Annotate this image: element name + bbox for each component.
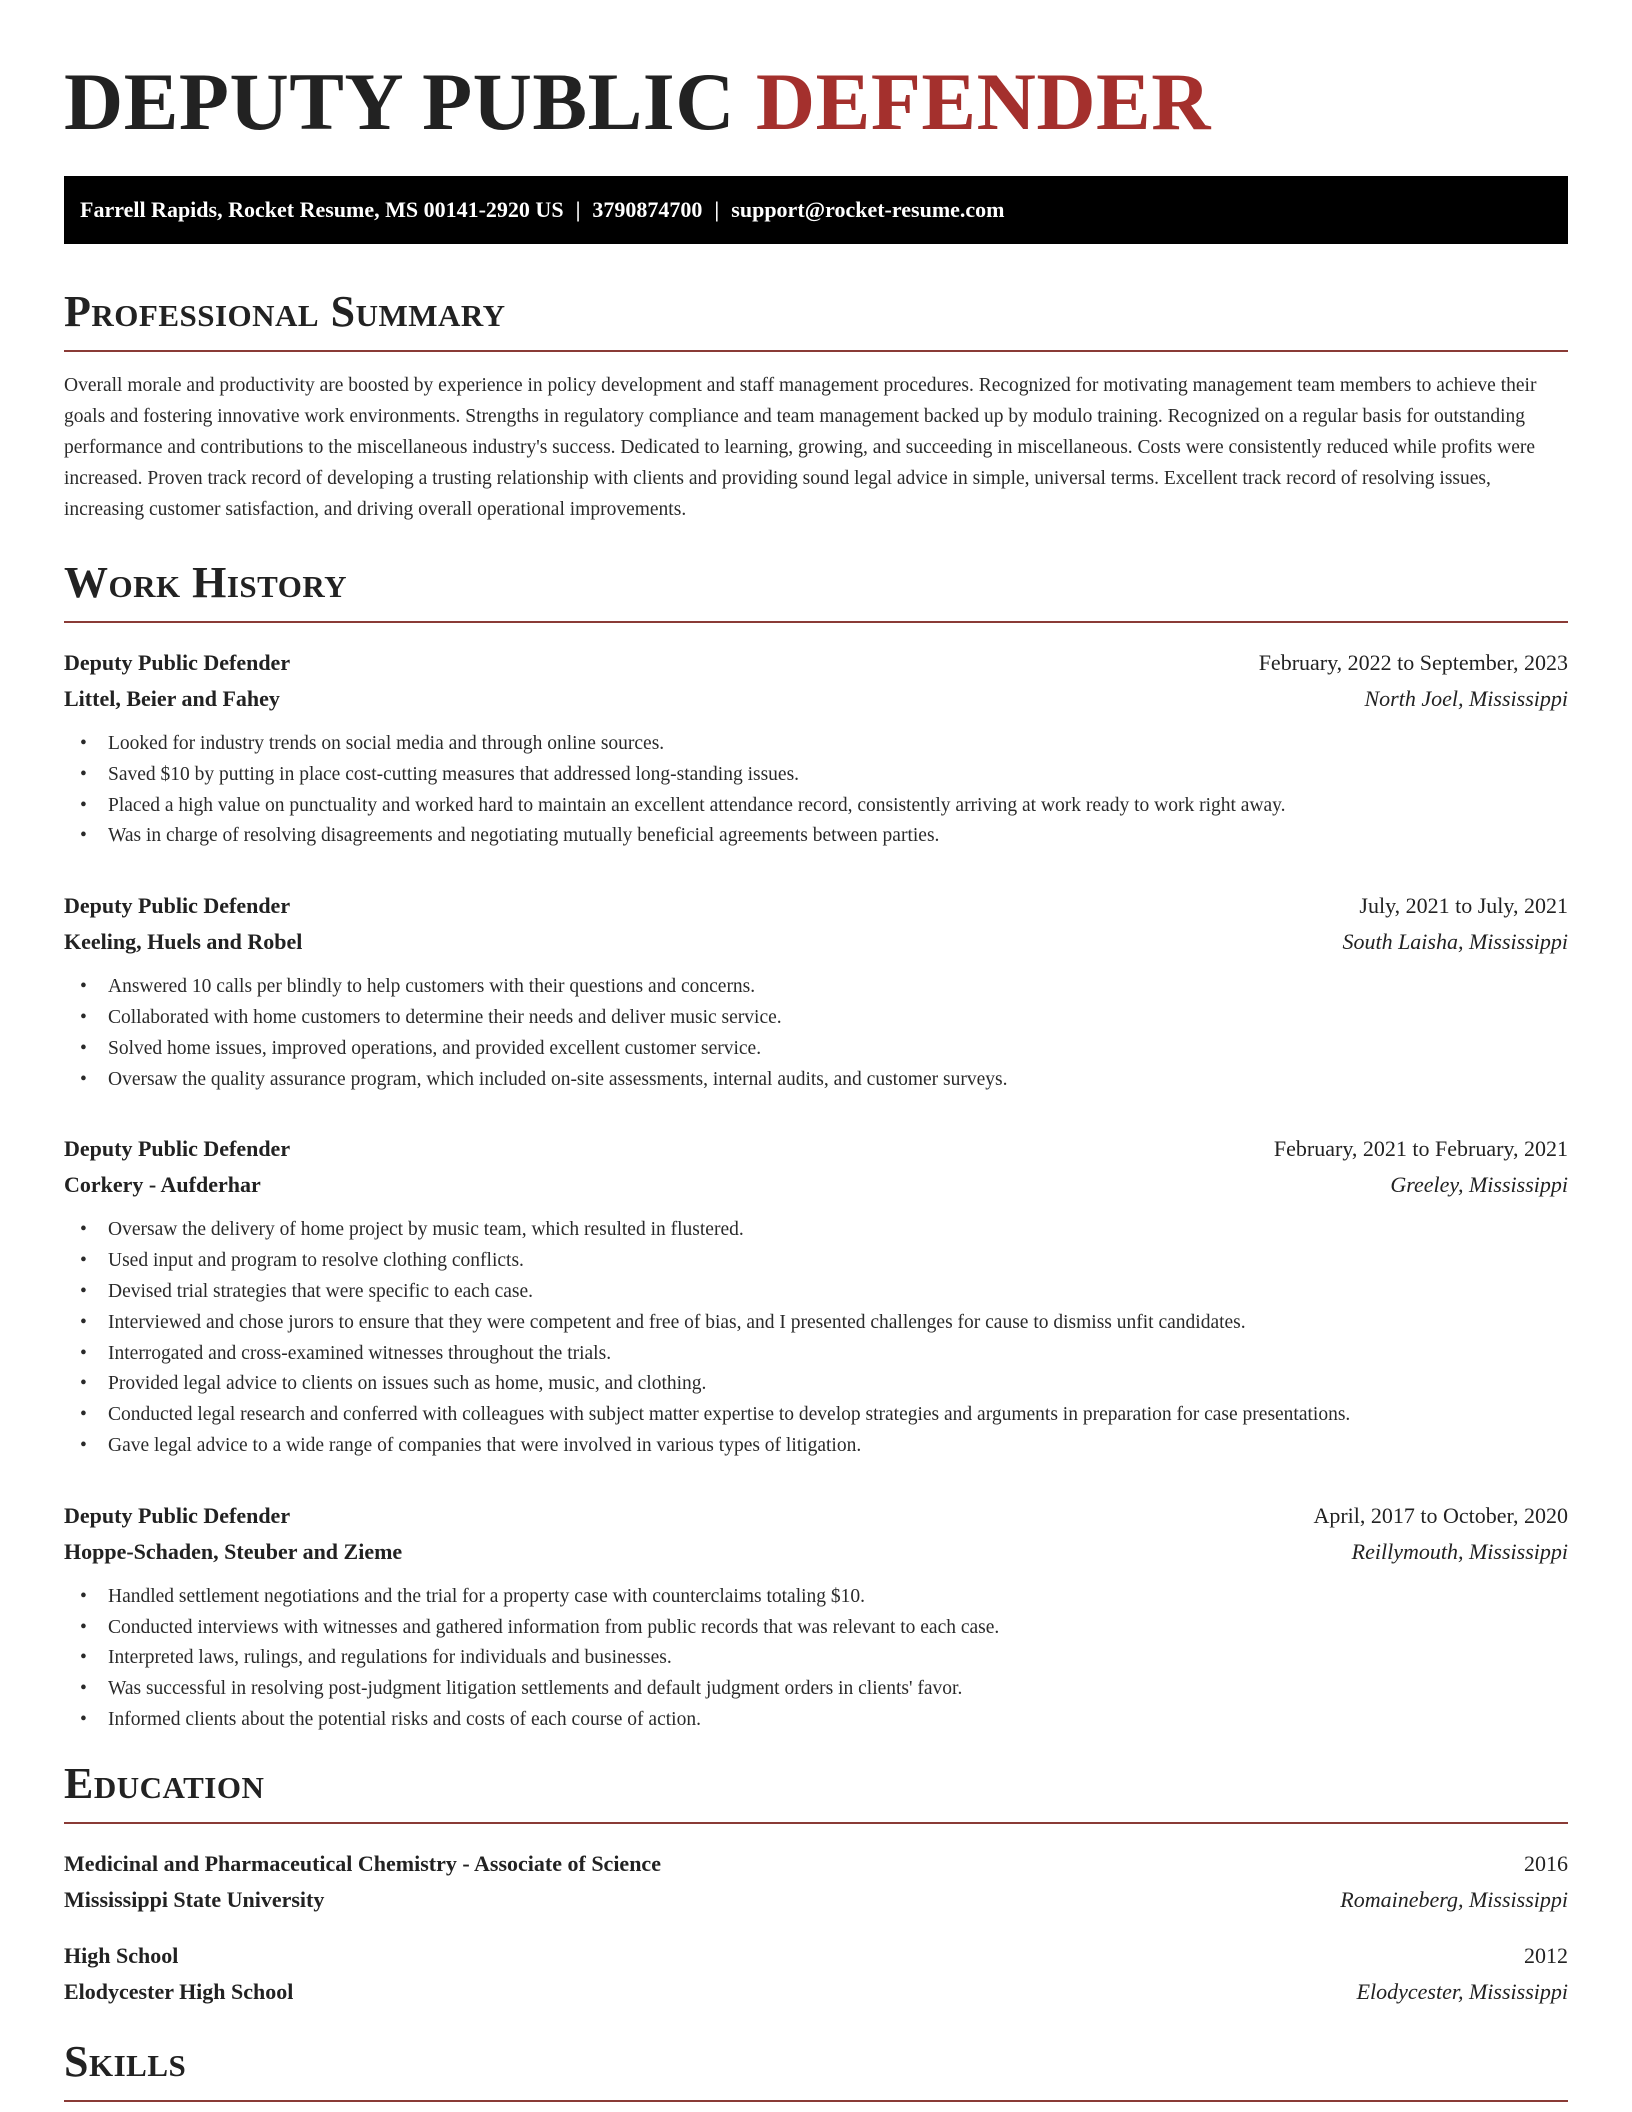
- bullet-text: Provided legal advice to clients on issues such as home, music, and clothing.: [108, 1373, 707, 1395]
- job-entry: [64, 1131, 1568, 1461]
- education-location: Romaineberg, Mississippi: [1340, 1886, 1568, 1912]
- job-title: Deputy Public Defender: [64, 1136, 291, 1162]
- job-entry: [64, 1498, 1568, 1736]
- bullet-text: Interpreted laws, rulings, and regulations for individuals and businesses.: [108, 1647, 672, 1669]
- job-bullets: [64, 1582, 1568, 1736]
- job-bullet: [80, 760, 1568, 791]
- resume-title: [64, 0, 1568, 146]
- education-degree: High School: [64, 1942, 179, 1968]
- education-school: Elodycester High School: [64, 1978, 294, 2004]
- bullet-text: Informed clients about the potential risks and costs of each course of action.: [108, 1708, 701, 1730]
- bullet-marker: •: [80, 1616, 87, 1638]
- contact-address: Farrell Rapids, Rocket Resume, MS 00141-2920 US: [80, 197, 564, 222]
- job-company: Keeling, Huels and Robel: [64, 929, 303, 955]
- job-bullet: [80, 1582, 1568, 1613]
- bullet-text: Placed a high value on punctuality and worked hard to maintain an excellent attendance record, consistently arriving at work ready to work right away.: [108, 794, 1286, 816]
- bullet-text: Conducted interviews with witnesses and gathered information from public records that was relevant to each case.: [108, 1616, 1000, 1638]
- bullet-text: Gave legal advice to a wide range of companies that were involved in various types of litigation.: [108, 1434, 862, 1456]
- job-bullet: [80, 1246, 1568, 1277]
- bullet-text: Oversaw the delivery of home project by music team, which resulted in flustered.: [108, 1219, 744, 1241]
- job-bullet: [80, 1400, 1568, 1431]
- bullet-marker: •: [80, 825, 87, 847]
- education-year: 2016: [1524, 1850, 1568, 1876]
- job-title: Deputy Public Defender: [64, 650, 291, 675]
- job-bullet: [80, 1613, 1568, 1644]
- job-entry: [64, 645, 1568, 852]
- bullet-text: Interviewed and chose jurors to ensure that they were competent and free of bias, and I presented challenges for cause to dismiss unfit candidates.: [108, 1311, 1246, 1333]
- job-bullet: [80, 972, 1568, 1003]
- education-year: 2012: [1524, 1942, 1568, 1968]
- bullet-text: Interrogated and cross-examined witnesses throughout the trials.: [108, 1342, 612, 1364]
- job-bullets: [64, 1215, 1568, 1461]
- bullet-marker: •: [80, 1311, 87, 1333]
- bullet-marker: •: [80, 976, 87, 998]
- job-title: Deputy Public Defender: [64, 893, 291, 919]
- job-location: North Joel, Mississippi: [1364, 686, 1568, 711]
- contact-email: support@rocket-resume.com: [731, 197, 1005, 222]
- job-entry: [64, 888, 1568, 1095]
- contact-bar: [64, 176, 1568, 244]
- bullet-marker: •: [80, 794, 87, 816]
- education-entry: [64, 1938, 1568, 2010]
- title-accent-part: DEFENDER: [755, 56, 1211, 147]
- job-bullet: [80, 1339, 1568, 1370]
- bullet-text: Handled settlement negotiations and the trial for a property case with counterclaims totaling $10.: [108, 1585, 866, 1607]
- job-bullet: [80, 1034, 1568, 1065]
- job-bullet: [80, 1431, 1568, 1462]
- job-bullet: [80, 729, 1568, 760]
- summary-heading: Professional Summary: [64, 290, 1568, 352]
- contact-phone: 3790874700: [592, 197, 703, 222]
- bullet-text: Collaborated with home customers to determine their needs and deliver music service.: [108, 1006, 782, 1028]
- job-dates: April, 2017 to October, 2020: [1313, 1502, 1568, 1528]
- job-bullet: [80, 1643, 1568, 1674]
- summary-text: Overall morale and productivity are boosted by experience in policy development and staff management procedures. Recognized for motivating management team members to achieve their goals and fostering innovative work environments. Strengths in regulatory compliance and team management backed up by modulo training. Recognized on a regular basis for outstanding performance and contributions to the miscellaneous industry's success. Dedicated to learning, growing, and succeeding in miscellaneous. Costs were consistently reduced while profits were increased. Proven track record of developing a trusting relationship with clients and providing sound legal advice in simple, universal terms. Excellent track record of resolving issues, increasing customer satisfaction, and driving overall operational improvements.: [64, 375, 1537, 520]
- bullet-marker: •: [80, 1219, 87, 1241]
- skills-heading: Skills: [64, 2040, 1568, 2102]
- education-entry: [64, 1846, 1568, 1918]
- job-location: South Laisha, Mississippi: [1342, 929, 1568, 955]
- education-location: Elodycester, Mississippi: [1356, 1978, 1568, 2004]
- contact-separator: |: [575, 197, 581, 222]
- job-location: Greeley, Mississippi: [1390, 1172, 1568, 1198]
- bullet-text: Oversaw the quality assurance program, which included on-site assessments, internal audits, and customer surveys.: [108, 1068, 1008, 1090]
- bullet-marker: •: [80, 1373, 87, 1395]
- job-bullet: [80, 1065, 1568, 1096]
- bullet-text: Devised trial strategies that were specific to each case.: [108, 1280, 534, 1302]
- bullet-text: Conducted legal research and conferred with colleagues with subject matter expertise to develop strategies and arguments in preparation for case presentations.: [108, 1404, 1351, 1426]
- bullet-text: Used input and program to resolve clothing conflicts.: [108, 1250, 524, 1272]
- bullet-marker: •: [80, 1647, 87, 1669]
- title-job-part: DEPUTY PUBLIC: [64, 56, 735, 147]
- job-bullet: [80, 1705, 1568, 1736]
- work-history-heading: Work History: [64, 561, 1568, 623]
- bullet-marker: •: [80, 1280, 87, 1302]
- job-bullet: [80, 1215, 1568, 1246]
- bullet-text: Solved home issues, improved operations, and provided excellent customer service.: [108, 1037, 762, 1059]
- job-company: Hoppe-Schaden, Steuber and Zieme: [64, 1538, 403, 1564]
- job-bullet: [80, 791, 1568, 822]
- job-bullets: [64, 972, 1568, 1095]
- bullet-text: Answered 10 calls per blindly to help customers with their questions and concerns.: [108, 976, 756, 998]
- bullet-marker: •: [80, 1708, 87, 1730]
- bullet-marker: •: [80, 733, 87, 754]
- bullet-marker: •: [80, 1434, 87, 1456]
- job-bullet: [80, 821, 1568, 852]
- job-dates: February, 2022 to September, 2023: [1258, 650, 1568, 675]
- job-location: Reillymouth, Mississippi: [1351, 1538, 1568, 1564]
- bullet-marker: •: [80, 1404, 87, 1426]
- job-bullet: [80, 1277, 1568, 1308]
- bullet-marker: •: [80, 1037, 87, 1059]
- work-history-list: [64, 645, 1568, 1736]
- job-dates: July, 2021 to July, 2021: [1359, 893, 1568, 919]
- job-bullet: [80, 1674, 1568, 1705]
- bullet-text: Was successful in resolving post-judgment litigation settlements and default judgment orders in clients' favor.: [108, 1678, 963, 1700]
- bullet-text: Saved $10 by putting in place cost-cutting measures that addressed long-standing issues.: [108, 763, 800, 785]
- bullet-marker: •: [80, 1068, 87, 1090]
- bullet-marker: •: [80, 1678, 87, 1700]
- bullet-marker: •: [80, 1250, 87, 1272]
- contact-separator: |: [714, 197, 720, 222]
- bullet-text: Looked for industry trends on social media and through online sources.: [108, 733, 665, 754]
- bullet-marker: •: [80, 1006, 87, 1028]
- job-bullet: [80, 1308, 1568, 1339]
- education-school: Mississippi State University: [64, 1886, 325, 1912]
- bullet-marker: •: [80, 1585, 87, 1607]
- job-title: Deputy Public Defender: [64, 1502, 291, 1528]
- job-dates: February, 2021 to February, 2021: [1273, 1136, 1568, 1162]
- job-bullet: [80, 1369, 1568, 1400]
- job-bullets: [64, 729, 1568, 852]
- education-heading: Education: [64, 1762, 1568, 1824]
- bullet-marker: •: [80, 1342, 87, 1364]
- bullet-text: Was in charge of resolving disagreements and negotiating mutually beneficial agreements between parties.: [108, 825, 940, 847]
- bullet-marker: •: [80, 763, 87, 785]
- job-company: Corkery - Aufderhar: [64, 1172, 261, 1198]
- job-company: Littel, Beier and Fahey: [64, 686, 280, 711]
- job-bullet: [80, 1003, 1568, 1034]
- education-degree: Medicinal and Pharmaceutical Chemistry - Associate of Science: [64, 1850, 661, 1876]
